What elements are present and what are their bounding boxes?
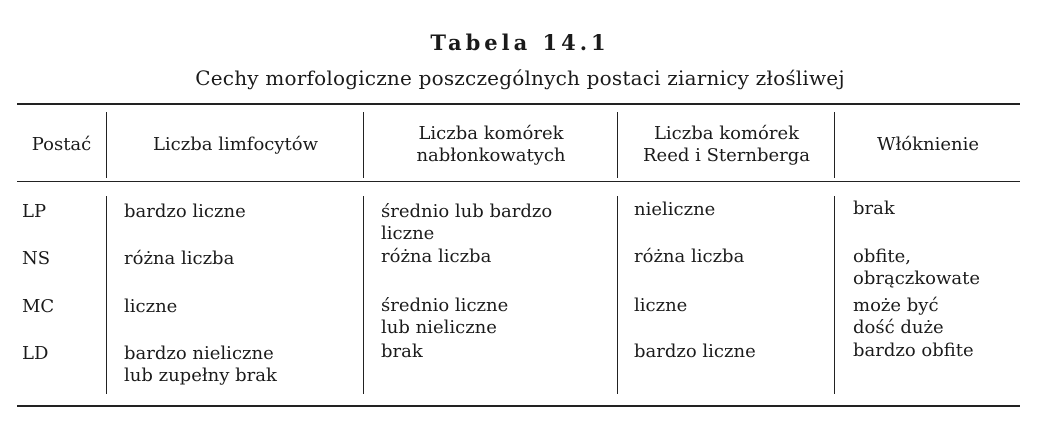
table-bottom-rule	[17, 405, 1020, 407]
table-cell-type: NS	[22, 248, 51, 269]
table-cell: średnio lub bardzo liczne	[381, 201, 553, 244]
column-divider	[834, 196, 835, 394]
table-label: Tabela 14.1	[430, 30, 610, 55]
table-cell-type: LP	[22, 201, 47, 222]
column-divider	[363, 196, 364, 394]
table-cell: brak	[381, 341, 423, 362]
table-cell-type: MC	[22, 296, 55, 317]
table-cell: liczne	[124, 296, 178, 317]
table-cell: liczne	[634, 295, 688, 316]
table-cell-type: LD	[22, 343, 49, 364]
table-cell: bardzo obfite	[853, 340, 974, 361]
column-divider	[363, 112, 364, 178]
table-cell: nieliczne	[634, 199, 716, 220]
table-cell: bardzo liczne	[634, 341, 756, 362]
header-fibrosis: Włóknienie	[876, 134, 980, 155]
table-cell: obfite, obrączkowate	[853, 246, 981, 289]
table-cell: różna liczba	[634, 246, 745, 267]
table-cell: różna liczba	[124, 248, 235, 269]
column-divider	[106, 196, 107, 394]
table-header-rule	[17, 181, 1020, 182]
table-cell: może być dość duże	[853, 295, 944, 338]
table-cell: średnio liczne lub nieliczne	[381, 295, 509, 338]
header-postac: Postać	[31, 134, 92, 155]
table-title: Cechy morfologiczne poszczególnych postaci ziarnicy złośliwej	[195, 66, 845, 90]
column-divider	[106, 112, 107, 178]
header-lymphocytes: Liczba limfocytów	[152, 134, 319, 155]
table-cell: różna liczba	[381, 246, 492, 267]
table-top-rule	[17, 103, 1020, 105]
table-cell: brak	[853, 198, 895, 219]
table-cell: bardzo liczne	[124, 201, 246, 222]
table-cell: bardzo nieliczne lub zupełny brak	[124, 343, 277, 386]
column-divider	[617, 112, 618, 178]
header-reed-sternberg-cells: Liczba komórek Reed i Sternberga	[642, 123, 811, 166]
column-divider	[617, 196, 618, 394]
header-epithelioid-cells: Liczba komórek nabłonkowatych	[416, 123, 566, 166]
column-divider	[834, 112, 835, 178]
